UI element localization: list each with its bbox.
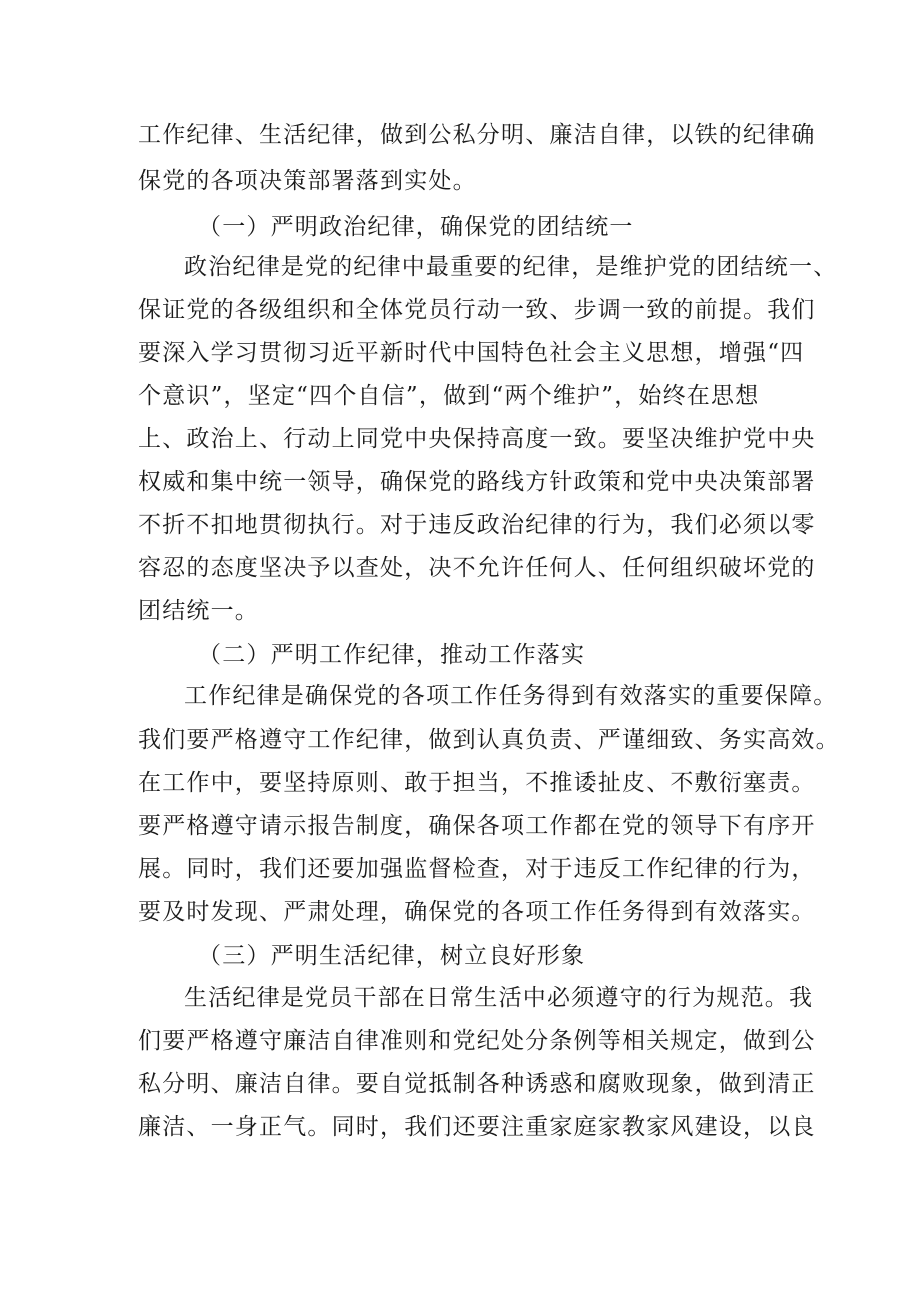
section-heading-2: （二）严明工作纪律，推动工作落实 bbox=[198, 642, 586, 668]
body-text-line: 容忍的态度坚决予以查处，决不允许任何人、任何组织破坏党的 bbox=[138, 555, 816, 581]
body-text-line: 要严格遵守请示报告制度，确保各项工作都在党的领导下有序开 bbox=[138, 813, 816, 839]
body-text-line: 要及时发现、严肃处理，确保党的各项工作任务得到有效落实。 bbox=[138, 899, 816, 925]
body-text-line: 廉洁、一身正气。同时，我们还要注重家庭家教家风建设，以良 bbox=[138, 1114, 816, 1140]
body-text-line: 上、政治上、行动上同党中央保持高度一致。要坚决维护党中央 bbox=[138, 426, 816, 452]
body-text-line: 们要严格遵守廉洁自律准则和党纪处分条例等相关规定，做到公 bbox=[138, 1028, 816, 1054]
body-text-line: 团结统一。 bbox=[138, 598, 259, 624]
paragraph-start-line: 生活纪律是党员干部在日常生活中必须遵守的行为规范。我 bbox=[184, 985, 814, 1011]
body-text-line: 要深入学习贯彻习近平新时代中国特色社会主义思想，增强“四 bbox=[138, 340, 805, 366]
body-text-line: 保证党的各级组织和全体党员行动一致、步调一致的前提。我们 bbox=[138, 297, 816, 323]
body-text-line: 个意识”，坚定“四个自信”，做到“两个维护”，始终在思想 bbox=[138, 383, 760, 409]
body-text-line: 工作纪律、生活纪律，做到公私分明、廉洁自律，以铁的纪律确 bbox=[138, 122, 816, 148]
body-text-line: 展。同时，我们还要加强监督检查，对于违反工作纪律的行为， bbox=[138, 856, 816, 882]
section-heading-1: （一）严明政治纪律，确保党的团结统一 bbox=[198, 214, 634, 240]
body-text-line: 不折不扣地贯彻执行。对于违反政治纪律的行为，我们必须以零 bbox=[138, 512, 816, 538]
paragraph-start-line: 工作纪律是确保党的各项工作任务得到有效落实的重要保障。 bbox=[184, 683, 838, 709]
body-text-line: 权威和集中统一领导，确保党的路线方针政策和党中央决策部署 bbox=[138, 469, 816, 495]
body-text-line: 我们要严格遵守工作纪律，做到认真负责、严谨细致、务实高效。 bbox=[138, 727, 840, 753]
body-text-line: 保党的各项决策部署落到实处。 bbox=[138, 168, 477, 194]
body-text-line: 在工作中，要坚持原则、敢于担当，不推诿扯皮、不敷衍塞责。 bbox=[138, 770, 816, 796]
section-heading-3: （三）严明生活纪律，树立良好形象 bbox=[198, 943, 586, 969]
body-text-line: 私分明、廉洁自律。要自觉抵制各种诱惑和腐败现象，做到清正 bbox=[138, 1071, 816, 1097]
paragraph-start-line: 政治纪律是党的纪律中最重要的纪律，是维护党的团结统一、 bbox=[184, 254, 838, 280]
